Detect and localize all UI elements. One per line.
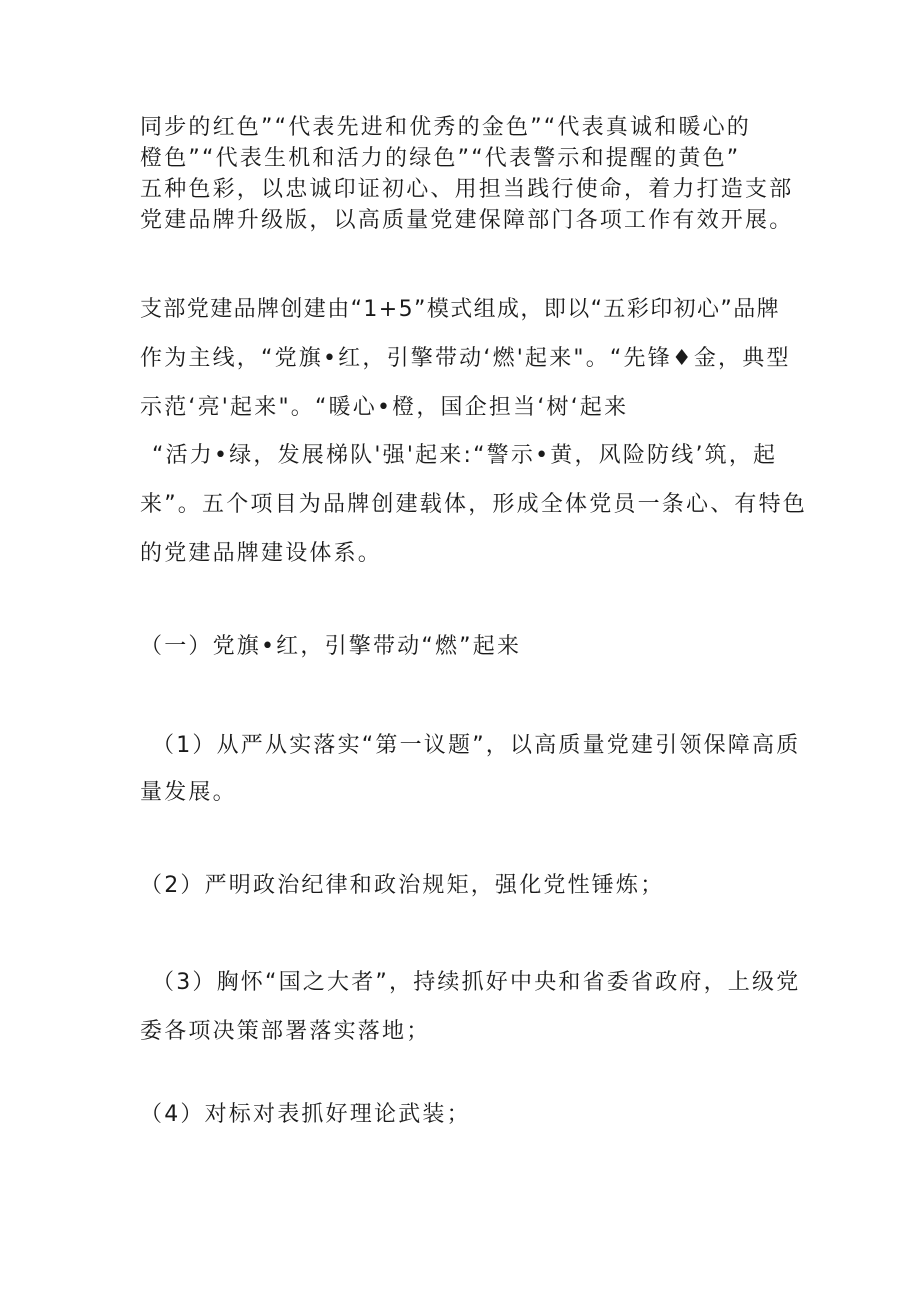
paragraph-line: 五种色彩，以忠诚印证初心、用担当践行使命，着力打造支部 (140, 177, 794, 202)
list-item: （4）对标对表抓好理论武装； (140, 1102, 471, 1127)
list-item: （3）胸怀“国之大者”，持续抓好中央和省委省政府，上级党 (152, 970, 801, 995)
paragraph-line: 示范‘亮'起来"。“暖心•橙，国企担当‘树‘起来 (140, 395, 629, 420)
paragraph-line: 同步的红色”“代表先进和优秀的金色”“代表真诚和暖心的 (140, 115, 751, 140)
paragraph-line: “活力•绿，发展梯队'强'起来:“警示•黄，风险防线’筑，起 (152, 443, 778, 468)
list-item-continuation: 委各项决策部署落实落地； (140, 1019, 431, 1044)
list-item: （2）严明政治纪律和政治规矩，强化党性锤炼； (140, 873, 665, 898)
paragraph-line: 作为主线，“党旗•红，引擎带动‘燃'起来"。“先锋♦金，典型 (140, 346, 791, 371)
paragraph-line: 支部党建品牌创建由“1+5”模式组成，即以“五彩印初心”品牌 (140, 297, 781, 322)
section-heading: （一）党旗•红，引擎带动“燃”起来 (140, 634, 522, 659)
paragraph-line: 的党建品牌建设体系。 (140, 541, 383, 566)
paragraph-line: 橙色”“代表生机和活力的绿色”“代表警示和提醒的黄色” (140, 146, 741, 171)
list-item: （1）从严从实落实“第一议题”，以高质量党建引领保障高质 (152, 733, 801, 758)
paragraph-line: 党建品牌升级版，以高质量党建保障部门各项工作有效开展。 (140, 208, 794, 233)
paragraph-line: 来”。五个项目为品牌创建载体，形成全体党员一条心、有特色 (140, 492, 807, 517)
list-item-continuation: 量发展。 (140, 780, 237, 805)
